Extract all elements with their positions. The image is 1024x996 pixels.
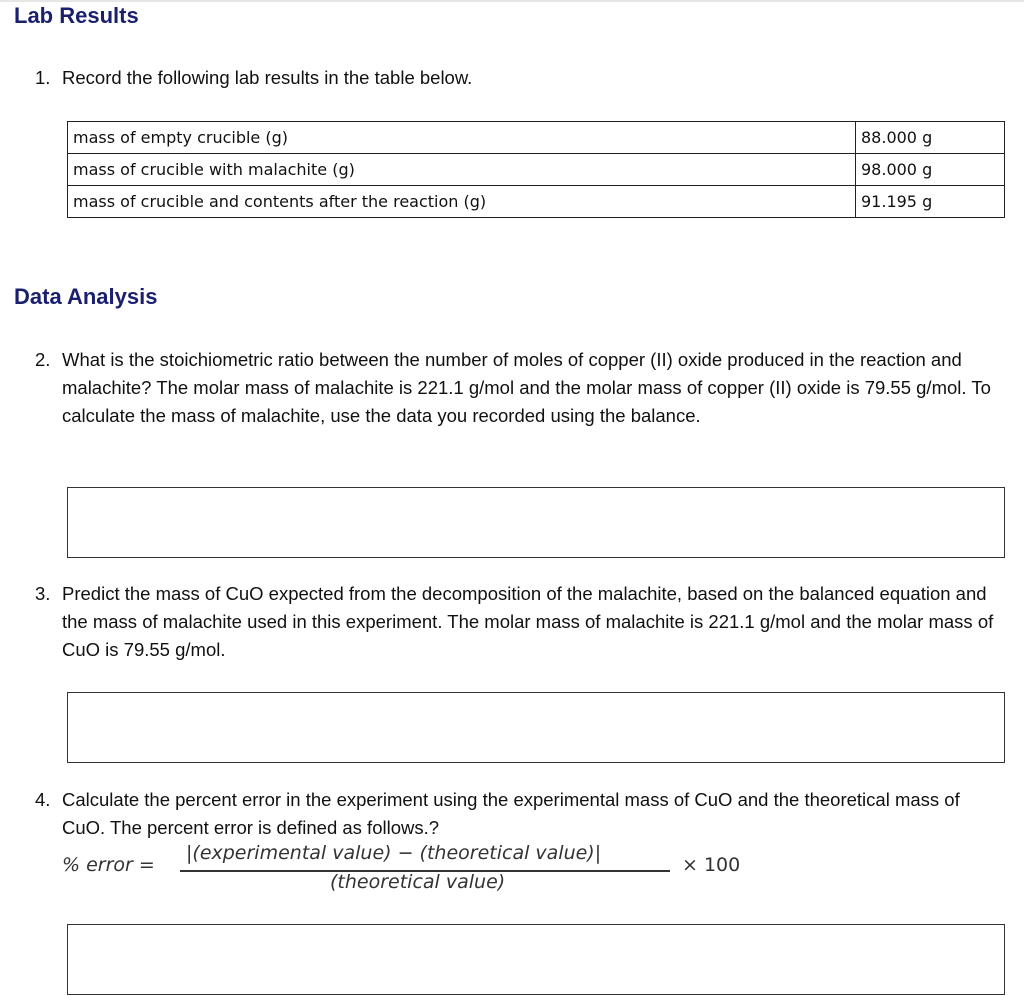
top-divider bbox=[0, 0, 1024, 2]
question-1-text: Record the following lab results in the table below. bbox=[62, 67, 473, 88]
percent-error-formula bbox=[62, 842, 762, 900]
question-4-number: 4. bbox=[35, 789, 51, 810]
question-4 bbox=[35, 786, 1000, 842]
row-value[interactable]: 88.000 g bbox=[856, 122, 1005, 154]
data-analysis-heading: Data Analysis bbox=[14, 284, 158, 309]
question-3-text: Predict the mass of CuO expected from the decomposition of the malachite, based on the balanced equation and the mass of malachite used in this experiment. The molar mass of malachite is 221.1 g/mol and the molar mass of CuO is 79.55 g/mol. bbox=[62, 583, 994, 660]
lab-results-heading: Lab Results bbox=[14, 3, 139, 28]
question-4-text: Calculate the percent error in the experiment using the experimental mass of CuO and the theoretical mass of CuO. The percent error is defined as follows.? bbox=[62, 789, 960, 838]
table-row bbox=[68, 154, 1005, 186]
answer-box-q2[interactable] bbox=[67, 487, 1005, 558]
row-value[interactable]: 98.000 g bbox=[856, 154, 1005, 186]
row-label: mass of empty crucible (g) bbox=[68, 122, 856, 154]
answer-box-q4[interactable] bbox=[67, 924, 1005, 995]
question-2-text: What is the stoichiometric ratio between the number of moles of copper (II) oxide produced in the reaction and malachite? The molar mass of malachite is 221.1 g/mol and the molar mass of copper (II) oxide is 79.55 g/mol. To calculate the mass of malachite, use the data you recorded using the balance. bbox=[62, 349, 991, 426]
formula-numerator: |(experimental value) − (theoretical value)| bbox=[186, 842, 602, 864]
answer-box-q3[interactable] bbox=[67, 692, 1005, 763]
row-value[interactable]: 91.195 g bbox=[856, 186, 1005, 218]
formula-denominator: (theoretical value) bbox=[330, 871, 506, 893]
question-1-number: 1. bbox=[35, 67, 51, 88]
formula-multiplier: × 100 bbox=[682, 854, 741, 876]
question-3-number: 3. bbox=[35, 583, 51, 604]
question-3 bbox=[35, 580, 1000, 664]
lab-results-table bbox=[67, 121, 1005, 218]
formula-lhs: % error = bbox=[62, 854, 155, 876]
question-2-number: 2. bbox=[35, 349, 51, 370]
question-1 bbox=[35, 64, 1000, 92]
row-label: mass of crucible with malachite (g) bbox=[68, 154, 856, 186]
table-row bbox=[68, 122, 1005, 154]
question-2 bbox=[35, 346, 1000, 430]
table-row bbox=[68, 186, 1005, 218]
row-label: mass of crucible and contents after the reaction (g) bbox=[68, 186, 856, 218]
